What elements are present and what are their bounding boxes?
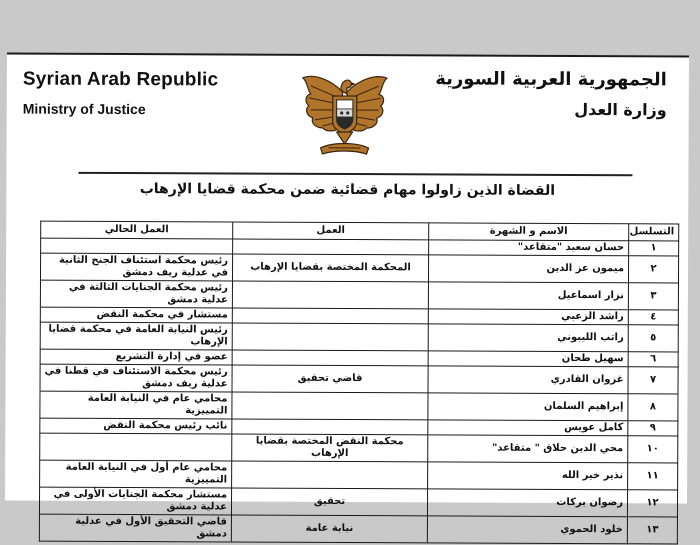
header-seq: التسلسل [629,224,679,241]
table-row [40,253,678,283]
table-row [40,280,678,310]
cell-seq: ١٠ [628,436,678,463]
cell-current: رئيس محكمة الاستئناف في قطنا في عدلية ريف دمشق [40,364,232,392]
cell-name: رضوان بركات [427,489,627,517]
cell-current: نائب رئيس محكمة النقض [40,418,232,434]
cell-name: خلود الحموي [427,516,627,544]
cell-name: غزوان القادري [428,366,628,394]
cell-work [232,419,428,435]
table-row [40,322,678,352]
table-row [40,364,678,394]
cell-name: سهيل طحان [428,351,628,367]
cell-seq: ١١ [628,463,678,490]
cell-current [40,433,232,461]
cell-name: نزار اسماعيل [428,282,628,310]
cell-seq: ٣ [628,283,678,310]
header-name: الاسم و الشهرة [429,223,629,241]
cell-current: رئيس محكمة الجنايات الثالثة في عدلية دمشق [40,280,232,308]
syrian-eagle-emblem-icon [299,68,391,162]
cell-seq: ٦ [628,352,678,367]
cell-work: تحقيق [231,488,427,516]
table-row [40,433,678,463]
cell-current: قاضي التحقيق الأول في عدلية دمشق [39,514,231,542]
cell-name: راشد الزعبي [428,309,628,325]
document-page [5,53,689,540]
header-current: العمل الحالي [41,221,233,239]
cell-seq: ٥ [628,325,678,352]
arabic-header [435,68,667,119]
cell-work [232,323,428,351]
cell-work [232,308,428,324]
cell-seq: ١٢ [627,490,677,517]
cell-seq: ٢ [628,256,678,283]
cell-work: قاضي تحقيق [232,365,428,393]
cell-current: مستشار في محكمة النقض [40,307,232,323]
cell-seq: ١٣ [627,517,677,544]
cell-seq: ١ [629,241,679,256]
header-divider [78,172,632,176]
cell-seq: ٧ [628,367,678,394]
cell-work: محكمة النقض المختصة بقضايا الإرهاب [232,434,428,462]
cell-seq: ٤ [628,310,678,325]
table-row [40,460,678,490]
cell-seq: ٩ [628,421,678,436]
cell-name: كامل عويس [428,420,628,436]
cell-current: رئيس محكمة استئناف الجنح الثانية في عدلية ريف دمشق [40,253,232,281]
judges-table [39,221,679,545]
cell-name: ميمون عز الدين [428,255,628,283]
cell-work [232,461,428,489]
cell-current: عضو في إدارة التشريع [40,349,232,365]
english-country-name: Syrian Arab Republic [22,68,219,91]
cell-work: نيابة عامة [231,515,427,543]
cell-work [232,392,428,420]
arabic-ministry-name: وزارة العدل [574,99,667,120]
arabic-country-name: الجمهورية العربية السورية [435,68,667,91]
cell-current: مستشار محكمة الجنايات الأولى في عدلية دمشق [39,487,231,515]
cell-seq: ٨ [628,394,678,421]
cell-name: راتب الليبوني [428,324,628,352]
cell-name: حسان سعيد "متقاعد" [429,240,629,256]
cell-current [41,238,233,254]
header-work: العمل [233,222,429,240]
table-row [39,514,677,544]
cell-work: المحكمة المختصة بقضايا الإرهاب [232,254,428,282]
cell-work [232,350,428,366]
english-header [23,69,219,118]
table-row [40,391,678,421]
cell-name: إبراهيم السلمان [428,393,628,421]
cell-current: رئيس النيابة العامة في محكمة قضايا الإرهاب [40,322,232,350]
document-title: القضاة الذين زاولوا مهام قضائية ضمن محكمة قضايا الإرهاب [139,181,556,199]
table-row [39,487,677,517]
cell-name: نذير خير الله [428,462,628,490]
cell-name: محي الدين حلاق " متقاعد" [428,435,628,463]
cell-current: محامي عام أول في النيابة العامة التمييزية [40,460,232,488]
cell-work [232,281,428,309]
english-ministry-name: Ministry of Justice [22,100,146,118]
cell-work [233,239,429,255]
cell-current: محامي عام في النيابة العامة التمييزية [40,391,232,419]
